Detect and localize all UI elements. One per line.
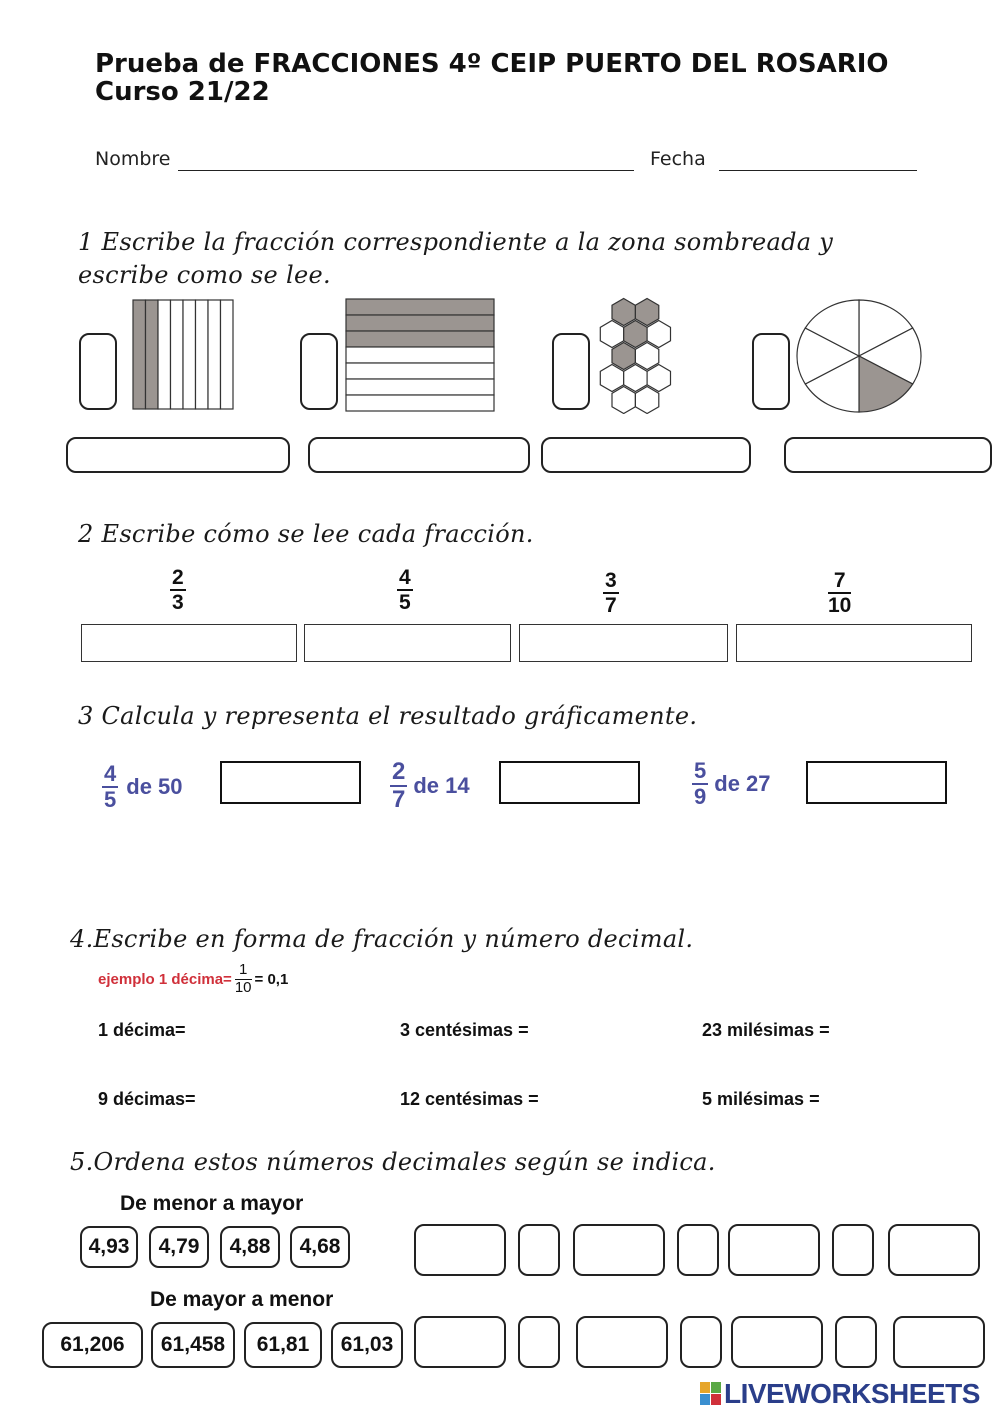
horizontal-strip (346, 379, 494, 395)
fraction-numerator: 1 (235, 962, 252, 980)
horizontal-strip (346, 331, 494, 347)
ascending-slot-3[interactable] (728, 1224, 820, 1276)
reading-box-3[interactable] (541, 437, 751, 473)
fraction-reading-input-1[interactable] (81, 624, 297, 662)
hexagon-cell (612, 387, 635, 414)
descending-number-2[interactable]: 61,458 (151, 1322, 235, 1368)
section1-instruction-line1: 1 Escribe la fracción correspondiente a la zona sombreada y (78, 228, 834, 256)
vertical-strip (196, 300, 209, 409)
hexagon-figure (598, 296, 684, 414)
problem-fraction (102, 762, 118, 812)
ascending-separator-2[interactable] (677, 1224, 719, 1276)
name-label: Nombre (95, 148, 171, 170)
reading-box-4[interactable] (784, 437, 992, 473)
section4-instruction: 4.Escribe en forma de fracción y número decimal. (70, 925, 694, 953)
fraction-numerator: 2 (170, 566, 186, 591)
name-field[interactable] (178, 170, 634, 171)
horizontal-strip (346, 347, 494, 363)
ascending-separator-1[interactable] (518, 1224, 560, 1276)
descending-number-4[interactable]: 61,03 (331, 1322, 403, 1368)
ascending-slot-1[interactable] (414, 1224, 506, 1276)
decimal-item-6: 5 milésimas = (702, 1089, 820, 1109)
vertical-strip (171, 300, 184, 409)
fraction-denominator: 10 (828, 594, 852, 618)
circle-sectors-figure (792, 297, 926, 415)
fraction-denominator: 5 (104, 787, 117, 813)
logo-text: LIVEWORKSHEETS (724, 1378, 980, 1409)
example-label: ejemplo 1 décima= (98, 970, 232, 988)
problem-fraction (692, 759, 708, 809)
title-line-1: Prueba de FRACCIONES 4º CEIP PUERTO DEL ROSARIO (95, 49, 889, 79)
fraction-answer-box-1[interactable] (79, 333, 117, 410)
fraction-reading-input-3[interactable] (519, 624, 728, 662)
descending-separator-3[interactable] (835, 1316, 877, 1368)
fraction-denominator: 5 (399, 591, 411, 615)
page-title (95, 50, 889, 106)
hexagon-cell (635, 387, 658, 414)
ascending-number-2[interactable]: 4,79 (149, 1226, 209, 1268)
fraction-numerator: 4 (397, 566, 413, 591)
hexagon-cell (612, 343, 635, 370)
vertical-strip (158, 300, 171, 409)
hexagon-cell (635, 299, 658, 326)
hexagon-cell (624, 365, 647, 392)
hexagon-cell (600, 321, 623, 348)
problem-fraction (390, 759, 407, 814)
descending-separator-1[interactable] (518, 1316, 560, 1368)
fraction-numerator: 3 (603, 569, 619, 594)
ascending-label: De menor a mayor (120, 1192, 304, 1215)
fraction-numerator: 7 (828, 569, 851, 594)
section3-instruction: 3 Calcula y representa el resultado gráficamente. (78, 702, 698, 730)
section2-instruction: 2 Escribe cómo se lee cada fracción. (78, 520, 534, 548)
vertical-strip (146, 300, 159, 409)
decimal-item-1: 1 décima= (98, 1020, 186, 1040)
descending-separator-2[interactable] (680, 1316, 722, 1368)
descending-slot-2[interactable] (576, 1316, 668, 1368)
vertical-strip (183, 300, 196, 409)
descending-slot-3[interactable] (731, 1316, 823, 1368)
ascending-slot-4[interactable] (888, 1224, 980, 1276)
decimal-item-2: 3 centésimas = (400, 1020, 529, 1040)
decimal-item-5: 12 centésimas = (400, 1089, 539, 1109)
problem-1 (102, 762, 183, 812)
hexagon-cell (647, 321, 670, 348)
ascending-slot-2[interactable] (573, 1224, 665, 1276)
problem-answer-box-2[interactable] (499, 761, 640, 804)
section5-instruction: 5.Ordena estos números decimales según se indica. (70, 1148, 716, 1176)
problem-3 (692, 759, 771, 809)
vertical-strip (208, 300, 221, 409)
reading-box-2[interactable] (308, 437, 530, 473)
problem-text: de 50 (126, 774, 183, 800)
example-result: = 0,1 (254, 970, 289, 988)
fraction-answer-box-3[interactable] (552, 333, 590, 410)
problem-answer-box-1[interactable] (220, 761, 361, 804)
problem-2 (390, 759, 470, 814)
liveworksheets-logo-icon (700, 1382, 722, 1406)
ascending-number-1[interactable]: 4,93 (80, 1226, 138, 1268)
fraction-3-7 (603, 569, 619, 617)
ascending-number-4[interactable]: 4,68 (290, 1226, 350, 1268)
fraction-numerator: 4 (102, 762, 118, 788)
fraction-answer-box-4[interactable] (752, 333, 790, 410)
descending-slot-1[interactable] (414, 1316, 506, 1368)
example-fraction (235, 962, 252, 996)
fraction-7-10 (828, 569, 851, 617)
hexagon-cell (647, 365, 670, 392)
title-line-2: Curso 21/22 (95, 77, 270, 107)
horizontal-strip (346, 363, 494, 379)
fraction-denominator: 10 (234, 978, 252, 996)
ascending-separator-3[interactable] (832, 1224, 874, 1276)
fraction-numerator: 2 (390, 759, 407, 787)
descending-number-1[interactable]: 61,206 (42, 1322, 143, 1368)
descending-label: De mayor a menor (150, 1288, 334, 1311)
descending-number-3[interactable]: 61,81 (244, 1322, 322, 1368)
horizontal-strip (346, 299, 494, 315)
decimal-example (98, 962, 288, 996)
section1-instruction-line2: escribe como se lee. (78, 261, 331, 289)
problem-answer-box-3[interactable] (806, 761, 947, 804)
problem-text: de 14 (413, 773, 470, 799)
fraction-reading-input-4[interactable] (736, 624, 972, 662)
fraction-4-5 (397, 566, 413, 614)
fraction-reading-input-2[interactable] (304, 624, 511, 662)
fraction-denominator: 3 (172, 591, 184, 615)
fraction-numerator: 5 (692, 759, 708, 785)
hexagon-cell (600, 365, 623, 392)
fraction-denominator: 7 (392, 786, 406, 814)
vertical-strips-figure (130, 298, 236, 412)
vertical-strip (221, 300, 234, 409)
horizontal-strip (346, 395, 494, 411)
fraction-answer-box-2[interactable] (300, 333, 338, 410)
horizontal-strips-figure (344, 297, 496, 413)
date-label: Fecha (650, 148, 706, 170)
horizontal-strip (346, 315, 494, 331)
fraction-denominator: 7 (605, 594, 617, 618)
decimal-item-3: 23 milésimas = (702, 1020, 830, 1040)
hexagon-cell (635, 343, 658, 370)
liveworksheets-logo (700, 1378, 980, 1410)
decimal-item-4: 9 décimas= (98, 1089, 196, 1109)
hexagon-cell (612, 299, 635, 326)
hexagon-cell (624, 321, 647, 348)
problem-text: de 27 (714, 771, 771, 797)
ascending-number-3[interactable]: 4,88 (220, 1226, 280, 1268)
descending-slot-4[interactable] (893, 1316, 985, 1368)
fraction-denominator: 9 (694, 784, 707, 810)
vertical-strip (133, 300, 146, 409)
reading-box-1[interactable] (66, 437, 290, 473)
fraction-2-3 (170, 566, 186, 614)
date-field[interactable] (719, 170, 917, 171)
